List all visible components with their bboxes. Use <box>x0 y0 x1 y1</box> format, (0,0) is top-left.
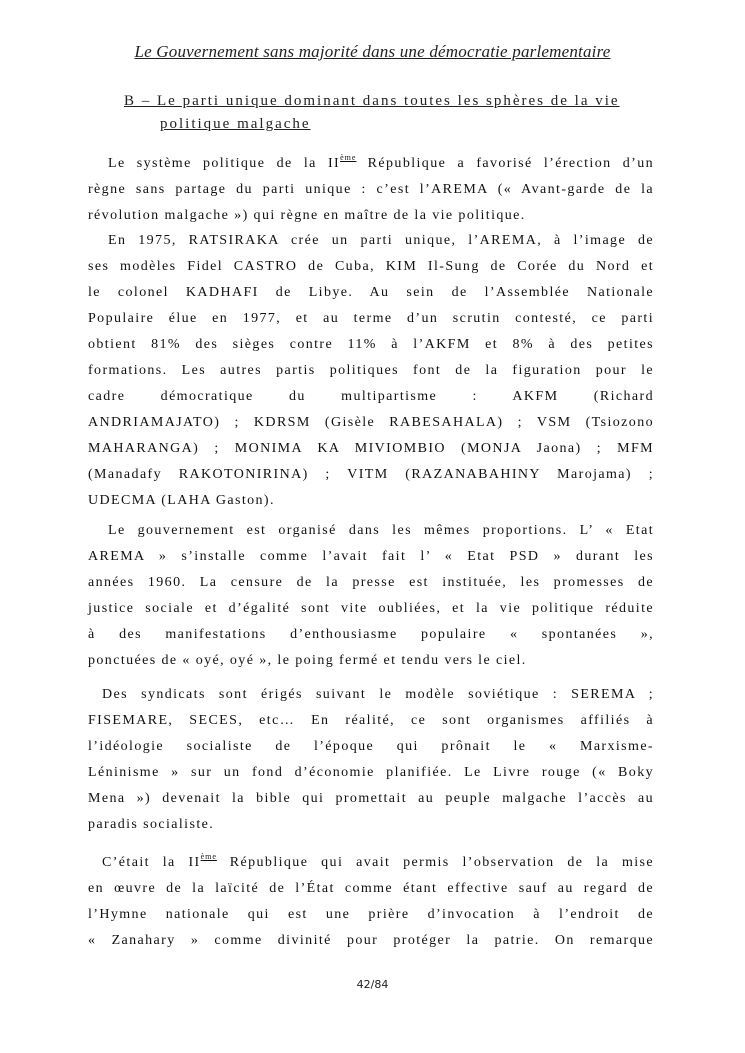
paragraph-line: l’idéologie socialiste de l’époque qui prônait le « Marxisme- <box>88 739 654 754</box>
paragraph-line: Le système politique de la IIème République a favorisé l’érection d’un <box>108 153 654 171</box>
page-header-title: Le Gouvernement sans majorité dans une démocratie parlementaire <box>134 42 611 61</box>
paragraph-line: Populaire élue en 1977, et au terme d’un scrutin contesté, ce parti <box>88 311 654 326</box>
paragraph-1 <box>88 145 654 229</box>
paragraph-line: paradis socialiste. <box>88 817 215 832</box>
paragraph-5 <box>88 844 654 954</box>
paragraph-line: UDECMA (LAHA Gaston). <box>88 493 275 508</box>
paragraph-line: Des syndicats sont érigés suivant le modèle soviétique : SEREMA ; <box>102 687 654 702</box>
section-heading <box>124 90 644 136</box>
paragraph-line: à des manifestations d’enthousiasme populaire « spontanées », <box>88 627 654 642</box>
paragraph-line: En 1975, RATSIRAKA crée un parti unique, l’AREMA, à l’image de <box>108 233 654 248</box>
paragraph-line: en œuvre de la laïcité de l’État comme étant effective sauf au regard de <box>88 881 654 896</box>
paragraph-line: AREMA » s’installe comme l’avait fait l’ « Etat PSD » durant les <box>88 549 654 564</box>
paragraph-line: l’Hymne nationale qui est une prière d’invocation à l’endroit de <box>88 907 654 922</box>
paragraph-line: MAHARANGA) ; MONIMA KA MIVIOMBIO (MONJA Jaona) ; MFM <box>88 441 654 456</box>
paragraph-line: ponctuées de « oyé, oyé », le poing fermé et tendu vers le ciel. <box>88 653 527 668</box>
paragraph-3 <box>88 518 654 674</box>
paragraph-line: cadre démocratique du multipartisme : AKFM (Richard <box>88 389 654 404</box>
paragraph-line: formations. Les autres partis politiques font de la figuration pour le <box>88 363 654 378</box>
paragraph-line: « Zanahary » comme divinité pour protéger la patrie. On remarque <box>88 933 654 948</box>
page-number: 42/84 <box>356 978 389 991</box>
paragraph-line: Le gouvernement est organisé dans les mêmes proportions. L’ « Etat <box>108 523 654 538</box>
paragraph-line: obtient 81% des sièges contre 11% à l’AKFM et 8% à des petites <box>88 337 654 352</box>
paragraph-line: règne sans partage du parti unique : c’est l’AREMA (« Avant-garde de la <box>88 182 654 197</box>
paragraph-line: Mena ») devenait la bible qui promettait au peuple malgache l’accès au <box>88 791 654 806</box>
paragraph-line: années 1960. La censure de la presse est instituée, les promesses de <box>88 575 654 590</box>
paragraph-line: FISEMARE, SECES, etc… En réalité, ce sont organismes affiliés à <box>88 713 654 728</box>
paragraph-line: (Manadafy RAKOTONIRINA) ; VITM (RAZANABAHINY Marojama) ; <box>88 467 654 482</box>
paragraph-line: Léninisme » sur un fond d’économie planifiée. Le Livre rouge (« Boky <box>88 765 654 780</box>
paragraph-2 <box>88 228 654 514</box>
paragraph-line: ANDRIAMAJATO) ; KDRSM (Gisèle RABESAHALA) ; VSM (Tsiozono <box>88 415 654 430</box>
paragraph-line: révolution malgache ») qui règne en maître de la vie politique. <box>88 208 526 223</box>
paragraph-4 <box>88 682 654 838</box>
paragraph-line: justice sociale et d’égalité sont vite oubliées, et la vie politique réduite <box>88 601 654 616</box>
section-heading-line-1: B – Le parti unique dominant dans toutes les sphères de la vie <box>124 93 620 109</box>
paragraph-line: le colonel KADHAFI de Libye. Au sein de l’Assemblée Nationale <box>88 285 654 300</box>
paragraph-line: C’était la IIème République qui avait permis l’observation de la mise <box>102 852 654 870</box>
section-heading-line-2: politique malgache <box>160 116 311 132</box>
paragraph-line: ses modèles Fidel CASTRO de Cuba, KIM Il-Sung de Corée du Nord et <box>88 259 654 274</box>
